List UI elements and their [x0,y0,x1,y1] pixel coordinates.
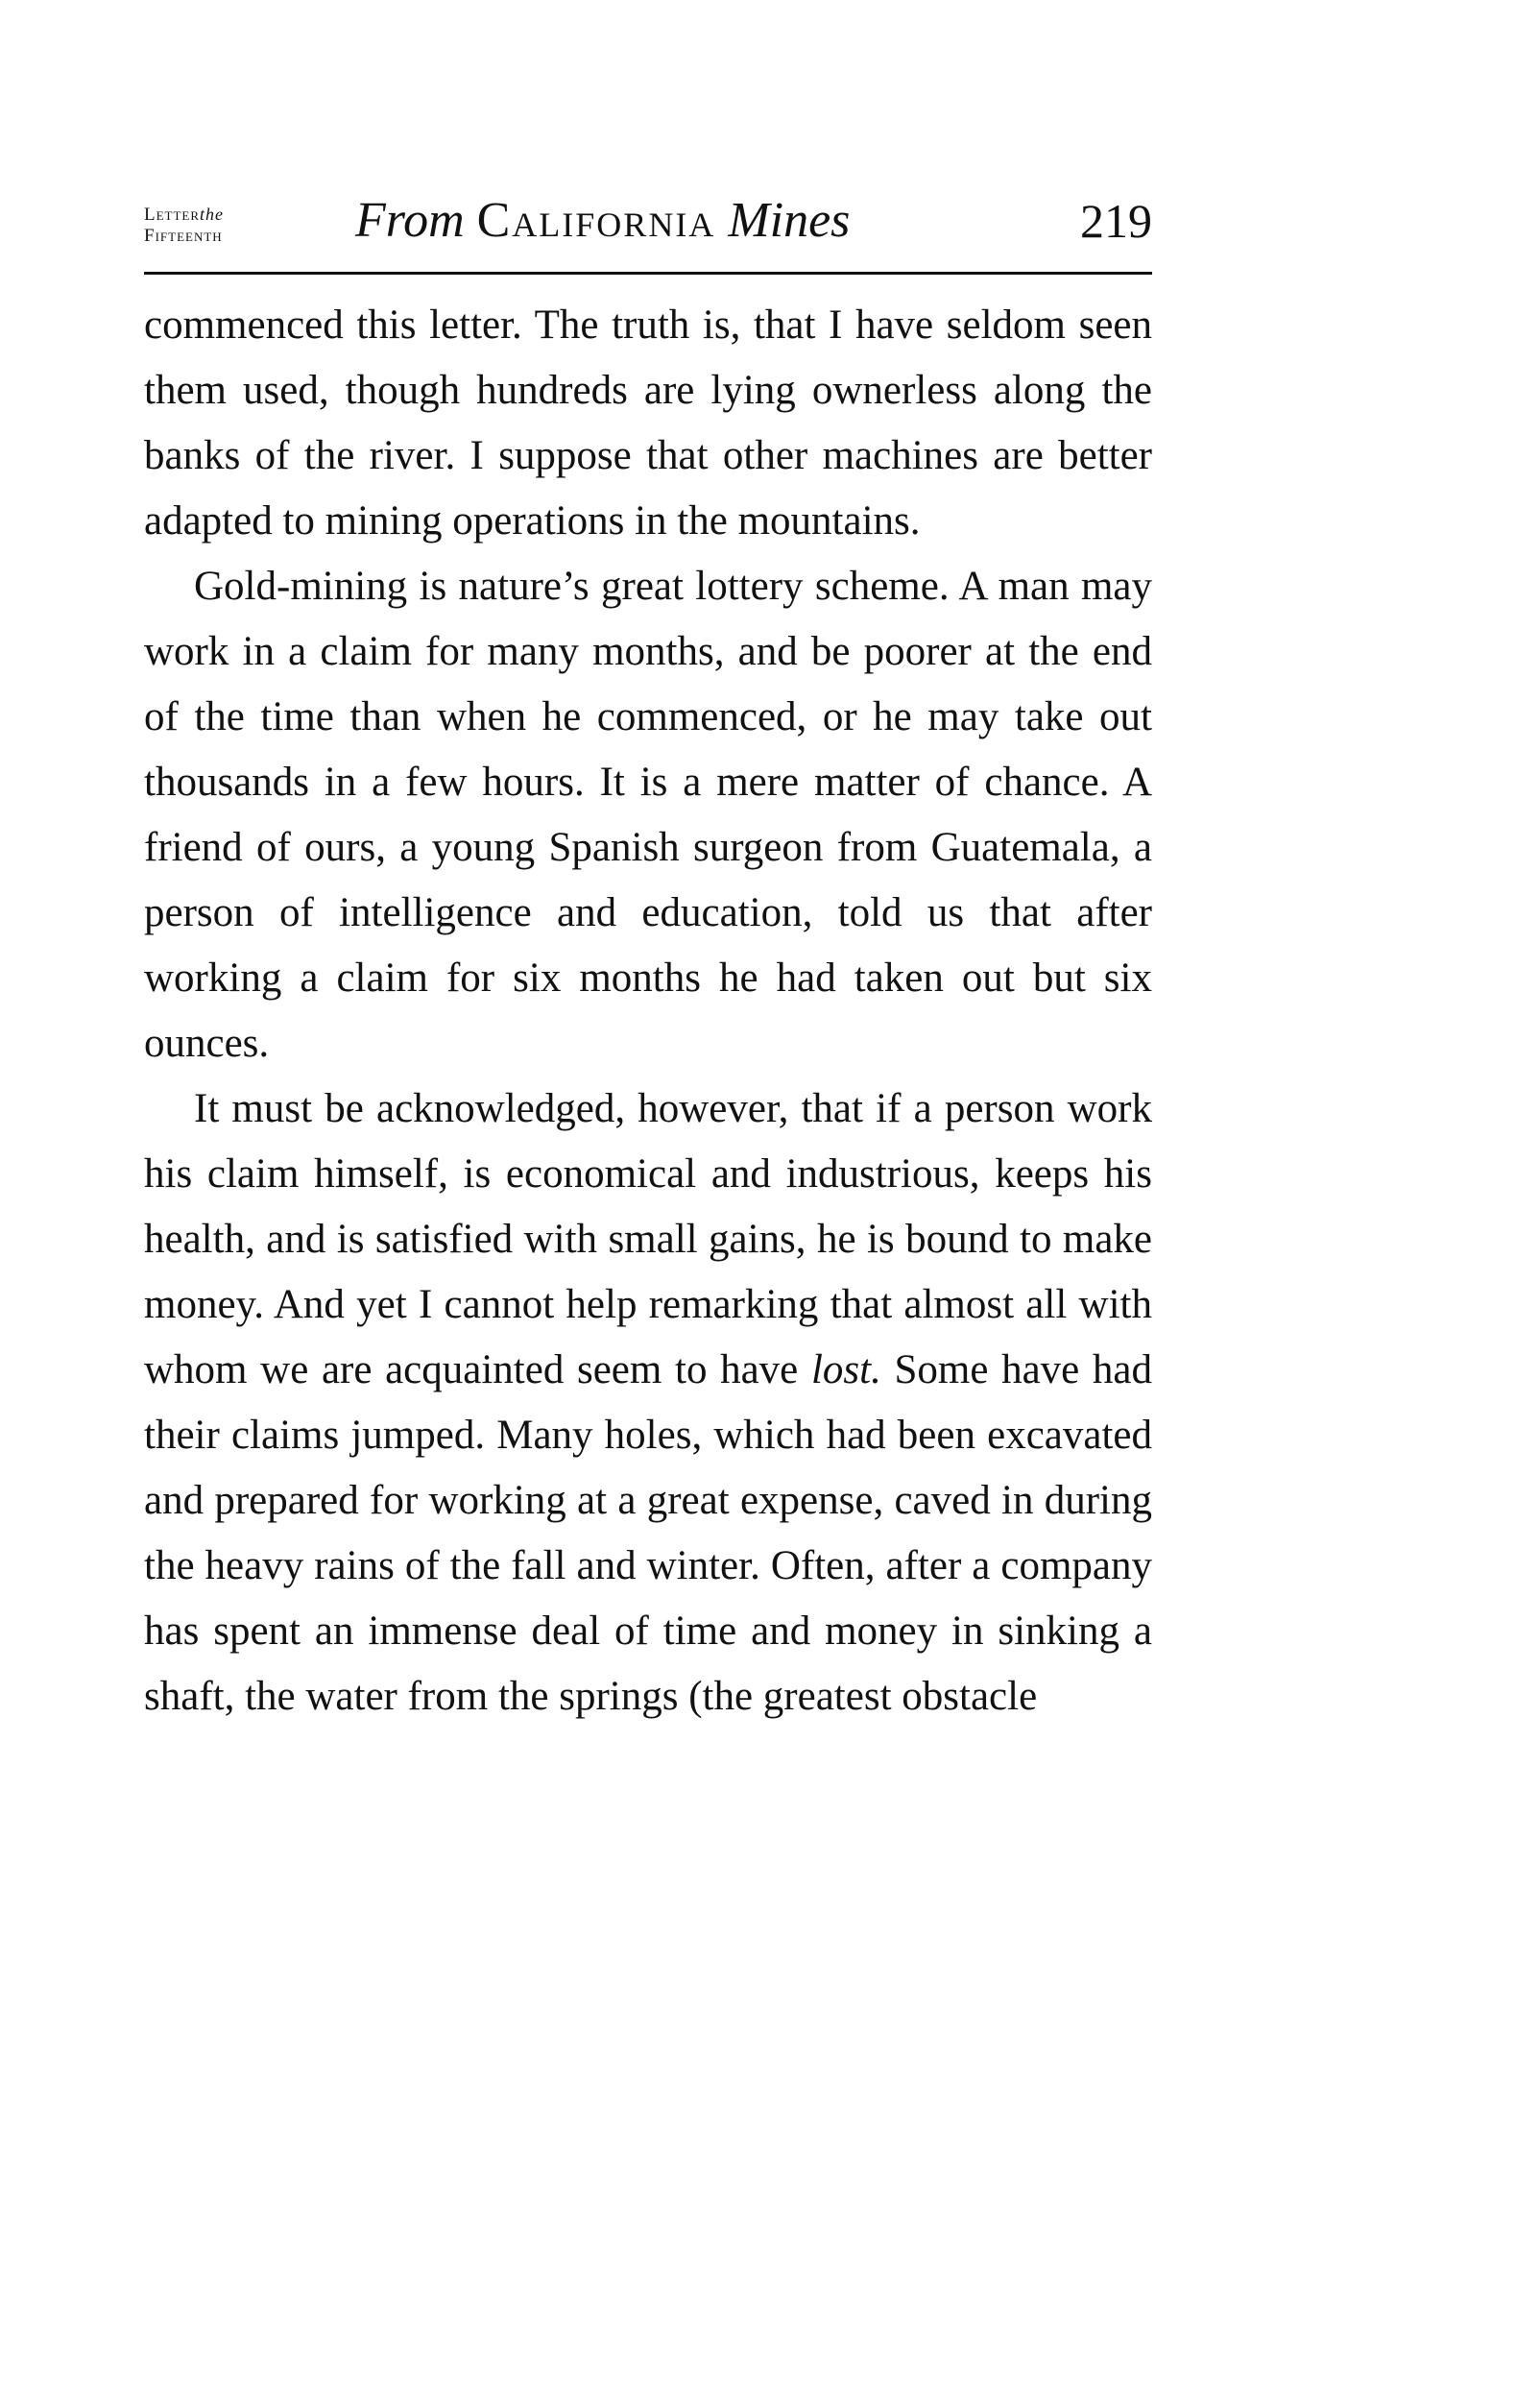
page-number: 219 [1080,194,1152,248]
paragraph-1: commenced this letter. The truth is, that I have seldom seen them used, though hundreds are lying ownerless along the banks of the river. I suppose that other machines are better adapted to mining operations in the mountains. [144,302,1152,544]
running-head [144,182,1152,269]
running-title-from: From [355,193,465,248]
chapter-label-the: the [200,205,225,224]
paragraph-3 [144,1077,1152,1730]
chapter-label-letter: Letter [144,205,201,225]
paragraph-3-emphasis: lost. [810,1347,881,1392]
body-text [144,293,1152,1730]
paragraph-3-part-2: Some have had their claims jumped. Many holes, which had been excavated and prepared for working at a great expense, caved in during the heavy rains of the fall and winter. Often, after a company has spent an immense deal of time and money in sinking a shaft, the water from the springs (the greatest obstacle [144,1347,1152,1719]
chapter-label [144,204,224,247]
chapter-label-line1 [144,204,224,226]
chapter-label-line2: Fifteenth [144,226,223,246]
header-rule [144,272,1152,275]
paragraph-3-part-1: It must be acknowledged, however, that if a person work his claim himself, is economical and industrious, keeps his health, and is satisfied with small gains, he is bound to make money. And yet I cannot help remarking that almost all with whom we are acquainted seem to have [144,1086,1152,1392]
paragraph-2: Gold-mining is nature’s great lottery scheme. A man may work in a claim for many months, and be poorer at the end of the time than when he commenced, or he may take out thousands in a few hours. It is a mere matter of chance. A friend of ours, a young Spanish surgeon from Guatemala, a person of intelligence and education, told us that after working a claim for six months he had taken out but six ounces. [144,564,1152,1066]
running-title-mines: Mines [728,193,851,248]
running-title-california: California [476,193,716,248]
running-title [355,182,850,259]
